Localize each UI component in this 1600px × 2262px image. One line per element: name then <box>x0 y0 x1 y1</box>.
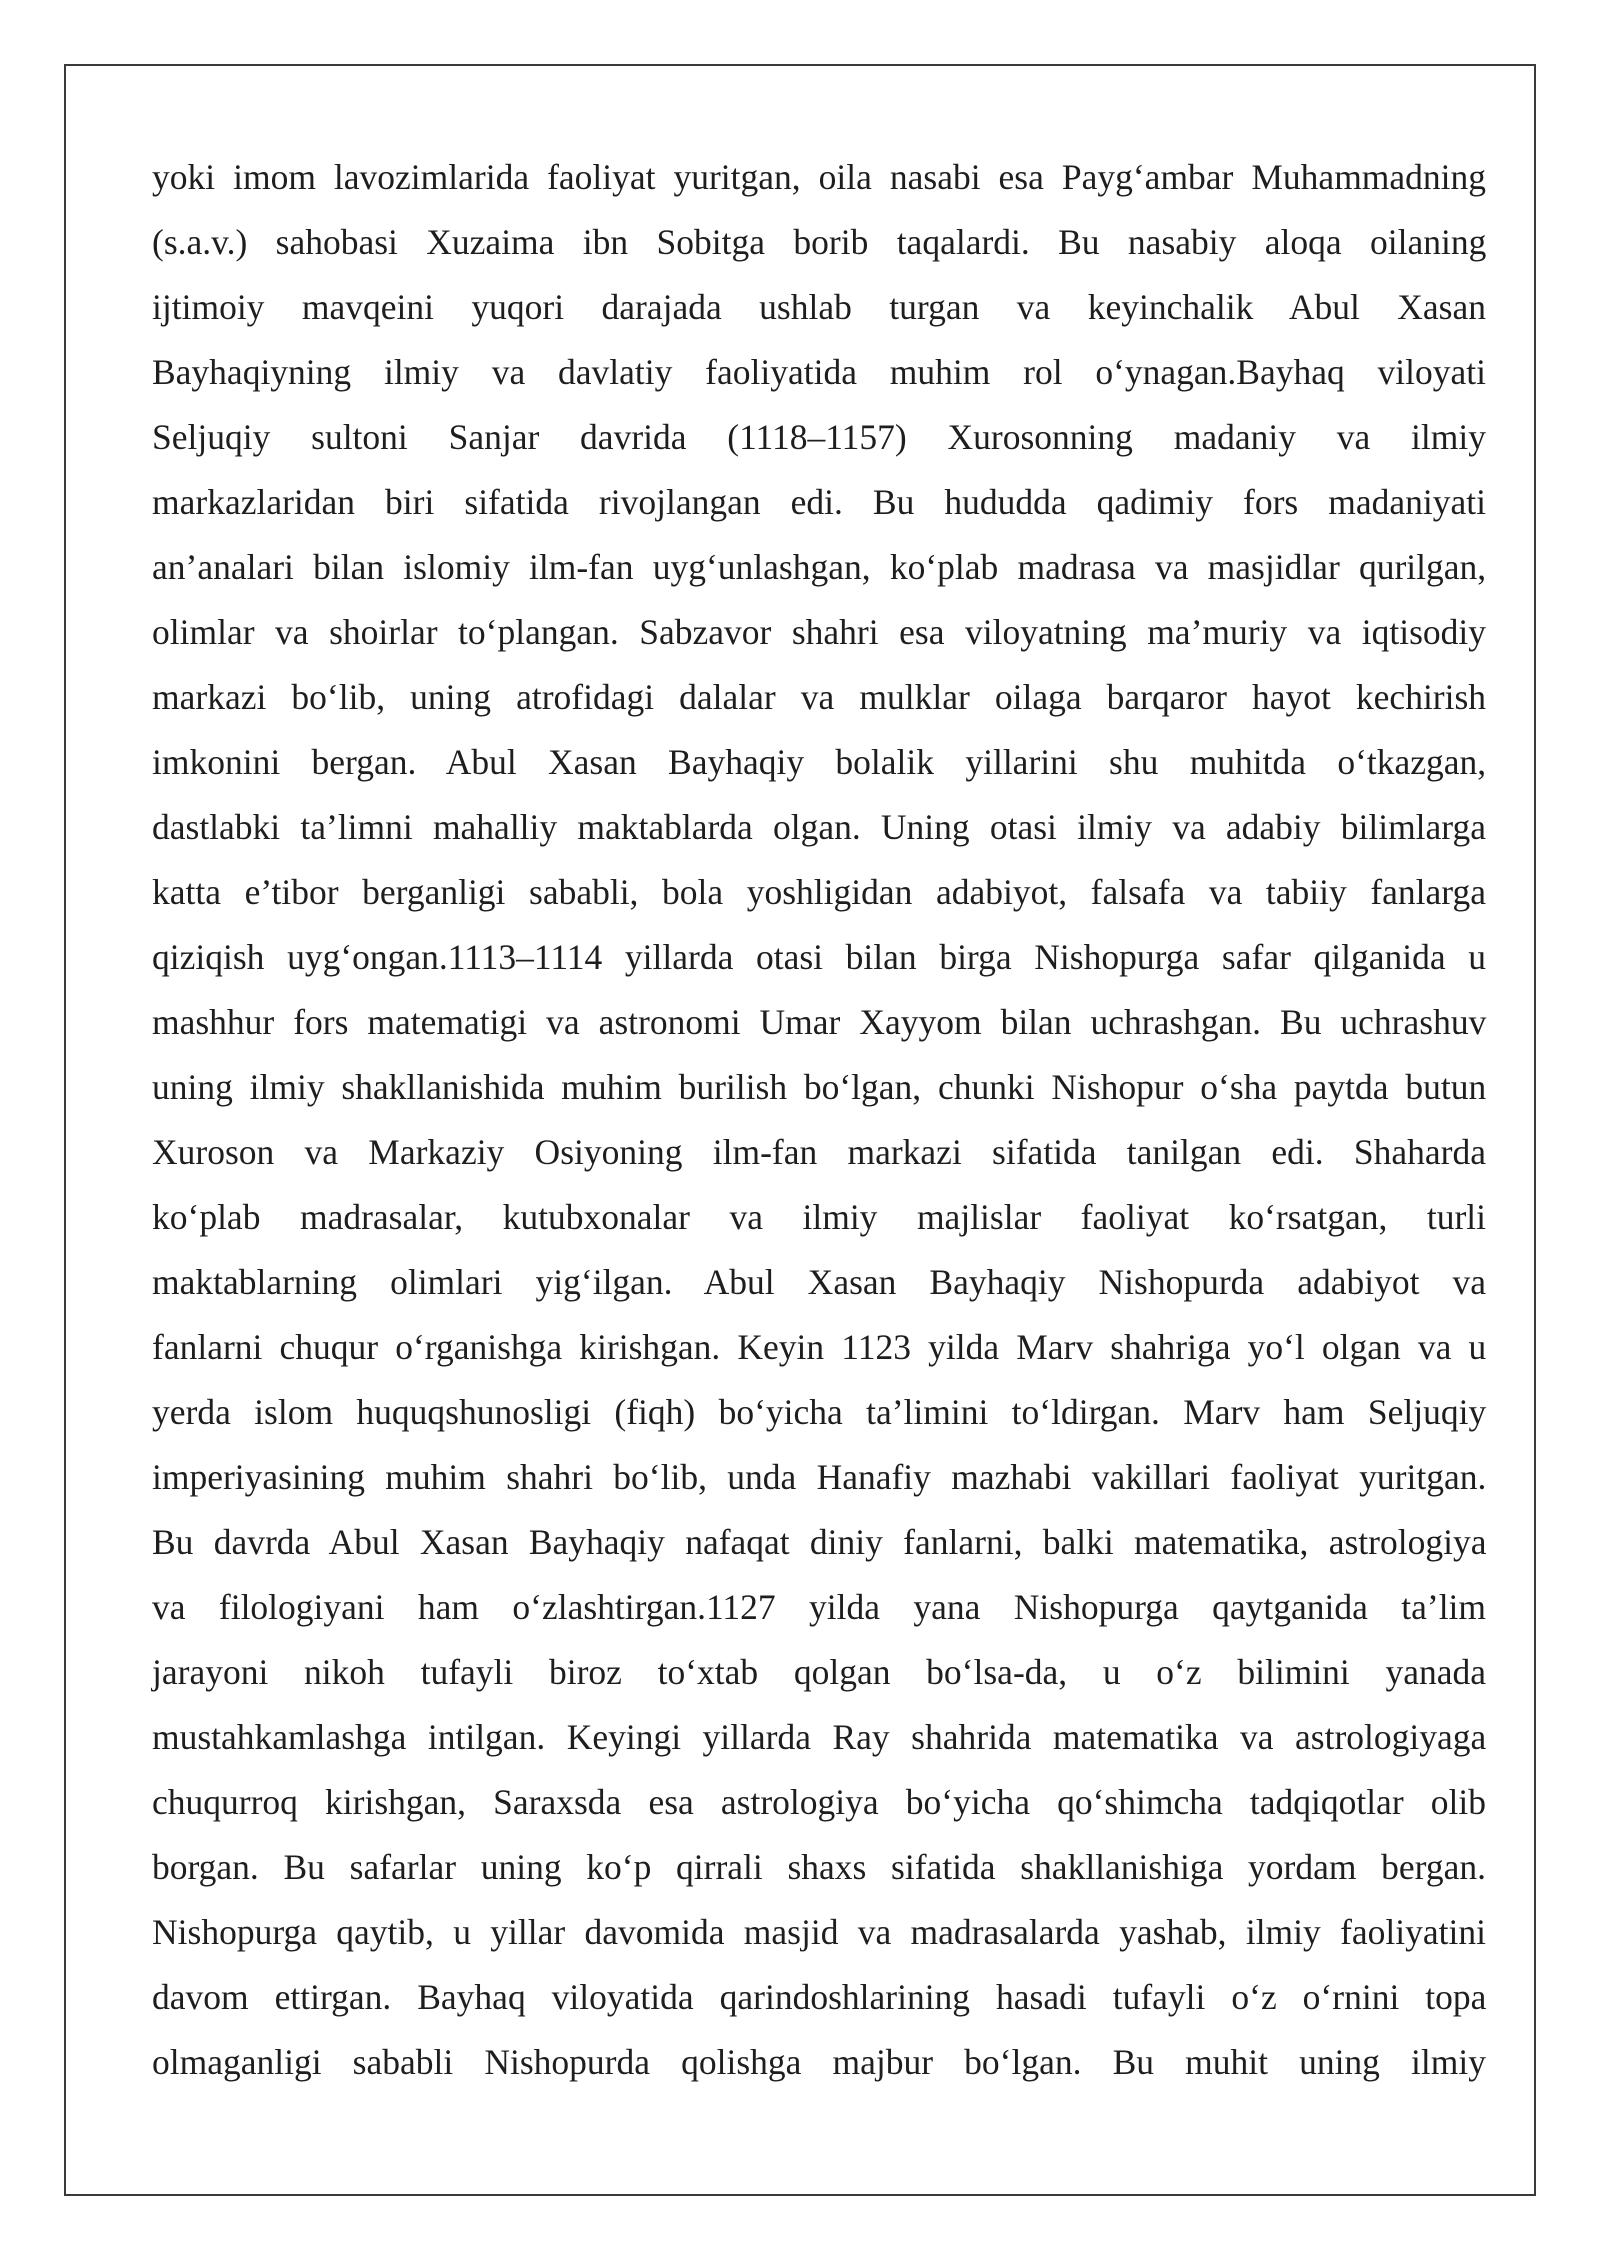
body-paragraph <box>152 145 1486 2095</box>
text-line: Bu davrda Abul Xasan Bayhaqiy nafaqat diniy fanlarni, balki matematika, astrologiya <box>152 1522 1487 1562</box>
text-line: chuqurroq kirishgan, Saraxsda esa astrologiya bo‘yicha qo‘shimcha tadqiqotlar olib <box>152 1782 1486 1822</box>
text-line: uning ilmiy shakllanishida muhim burilish bo‘lgan, chunki Nishopur o‘sha paytda butun <box>152 1067 1487 1107</box>
text-line: dastlabki ta’limni mahalliy maktablarda olgan. Uning otasi ilmiy va adabiy bilimlarga <box>152 807 1486 847</box>
text-line: (s.a.v.) sahobasi Xuzaima ibn Sobitga borib taqalardi. Bu nasabiy aloqa oilaning <box>152 222 1487 262</box>
text-line: markazi bo‘lib, uning atrofidagi dalalar va mulklar oilaga barqaror hayot kechirish <box>152 677 1487 717</box>
text-line: ko‘plab madrasalar, kutubxonalar va ilmiy majlislar faoliyat ko‘rsatgan, turli <box>152 1197 1486 1237</box>
text-line: katta e’tibor berganligi sababli, bola yoshligidan adabiyot, falsafa va tabiiy fanlarga <box>152 872 1486 912</box>
text-line: yoki imom lavozimlarida faoliyat yuritgan, oila nasabi esa Payg‘ambar Muhammadning <box>152 157 1487 197</box>
text-line: Seljuqiy sultoni Sanjar davrida (1118–1157) Xurosonning madaniy va ilmiy <box>152 417 1486 457</box>
text-line: jarayoni nikoh tufayli biroz to‘xtab qolgan bo‘lsa-da, u o‘z bilimini yanada <box>152 1652 1486 1692</box>
text-line: qiziqish uyg‘ongan.1113–1114 yillarda otasi bilan birga Nishopurga safar qilganida u <box>152 937 1487 977</box>
text-line: olimlar va shoirlar to‘plangan. Sabzavor shahri esa viloyatning ma’muriy va iqtisodiy <box>152 612 1486 652</box>
text-line: borgan. Bu safarlar uning ko‘p qirrali shaxs sifatida shakllanishiga yordam bergan. <box>152 1847 1486 1887</box>
text-line: imperiyasining muhim shahri bo‘lib, unda Hanafiy mazhabi vakillari faoliyat yuritgan. <box>152 1457 1487 1497</box>
text-line: yerda islom huquqshunosligi (fiqh) bo‘yicha ta’limini to‘ldirgan. Marv ham Seljuqiy <box>152 1392 1487 1432</box>
text-line: fanlarni chuqur o‘rganishga kirishgan. Keyin 1123 yilda Marv shahriga yo‘l olgan va u <box>152 1327 1487 1367</box>
text-line: olmaganligi sababli Nishopurda qolishga majbur bo‘lgan. Bu muhit uning ilmiy <box>152 2042 1486 2082</box>
text-line: davom ettirgan. Bayhaq viloyatida qarindoshlarining hasadi tufayli o‘z o‘rnini topa <box>152 1977 1487 2017</box>
text-line: Nishopurga qaytib, u yillar davomida masjid va madrasalarda yashab, ilmiy faoliyatini <box>152 1912 1486 1952</box>
text-line: markazlaridan biri sifatida rivojlangan edi. Bu hududda qadimiy fors madaniyati <box>152 482 1486 522</box>
text-line: mustahkamlashga intilgan. Keyingi yillarda Ray shahrida matematika va astrologiyaga <box>152 1717 1487 1757</box>
text-line: ijtimoiy mavqeini yuqori darajada ushlab turgan va keyinchalik Abul Xasan <box>152 287 1486 327</box>
text-line: imkonini bergan. Abul Xasan Bayhaqiy bolalik yillarini shu muhitda o‘tkazgan, <box>152 742 1487 782</box>
text-line: an’analari bilan islomiy ilm-fan uyg‘unlashgan, ko‘plab madrasa va masjidlar qurilgan, <box>152 547 1487 587</box>
text-line: Bayhaqiyning ilmiy va davlatiy faoliyatida muhim rol o‘ynagan.Bayhaq viloyati <box>152 352 1486 392</box>
text-line: maktablarning olimlari yig‘ilgan. Abul Xasan Bayhaqiy Nishopurda adabiyot va <box>152 1262 1486 1302</box>
text-line: mashhur fors matematigi va astronomi Umar Xayyom bilan uchrashgan. Bu uchrashuv <box>152 1002 1487 1042</box>
text-line: Xuroson va Markaziy Osiyoning ilm-fan markazi sifatida tanilgan edi. Shaharda <box>152 1132 1486 1172</box>
text-line: va filologiyani ham o‘zlashtirgan.1127 yilda yana Nishopurga qaytganida ta’lim <box>152 1587 1487 1627</box>
